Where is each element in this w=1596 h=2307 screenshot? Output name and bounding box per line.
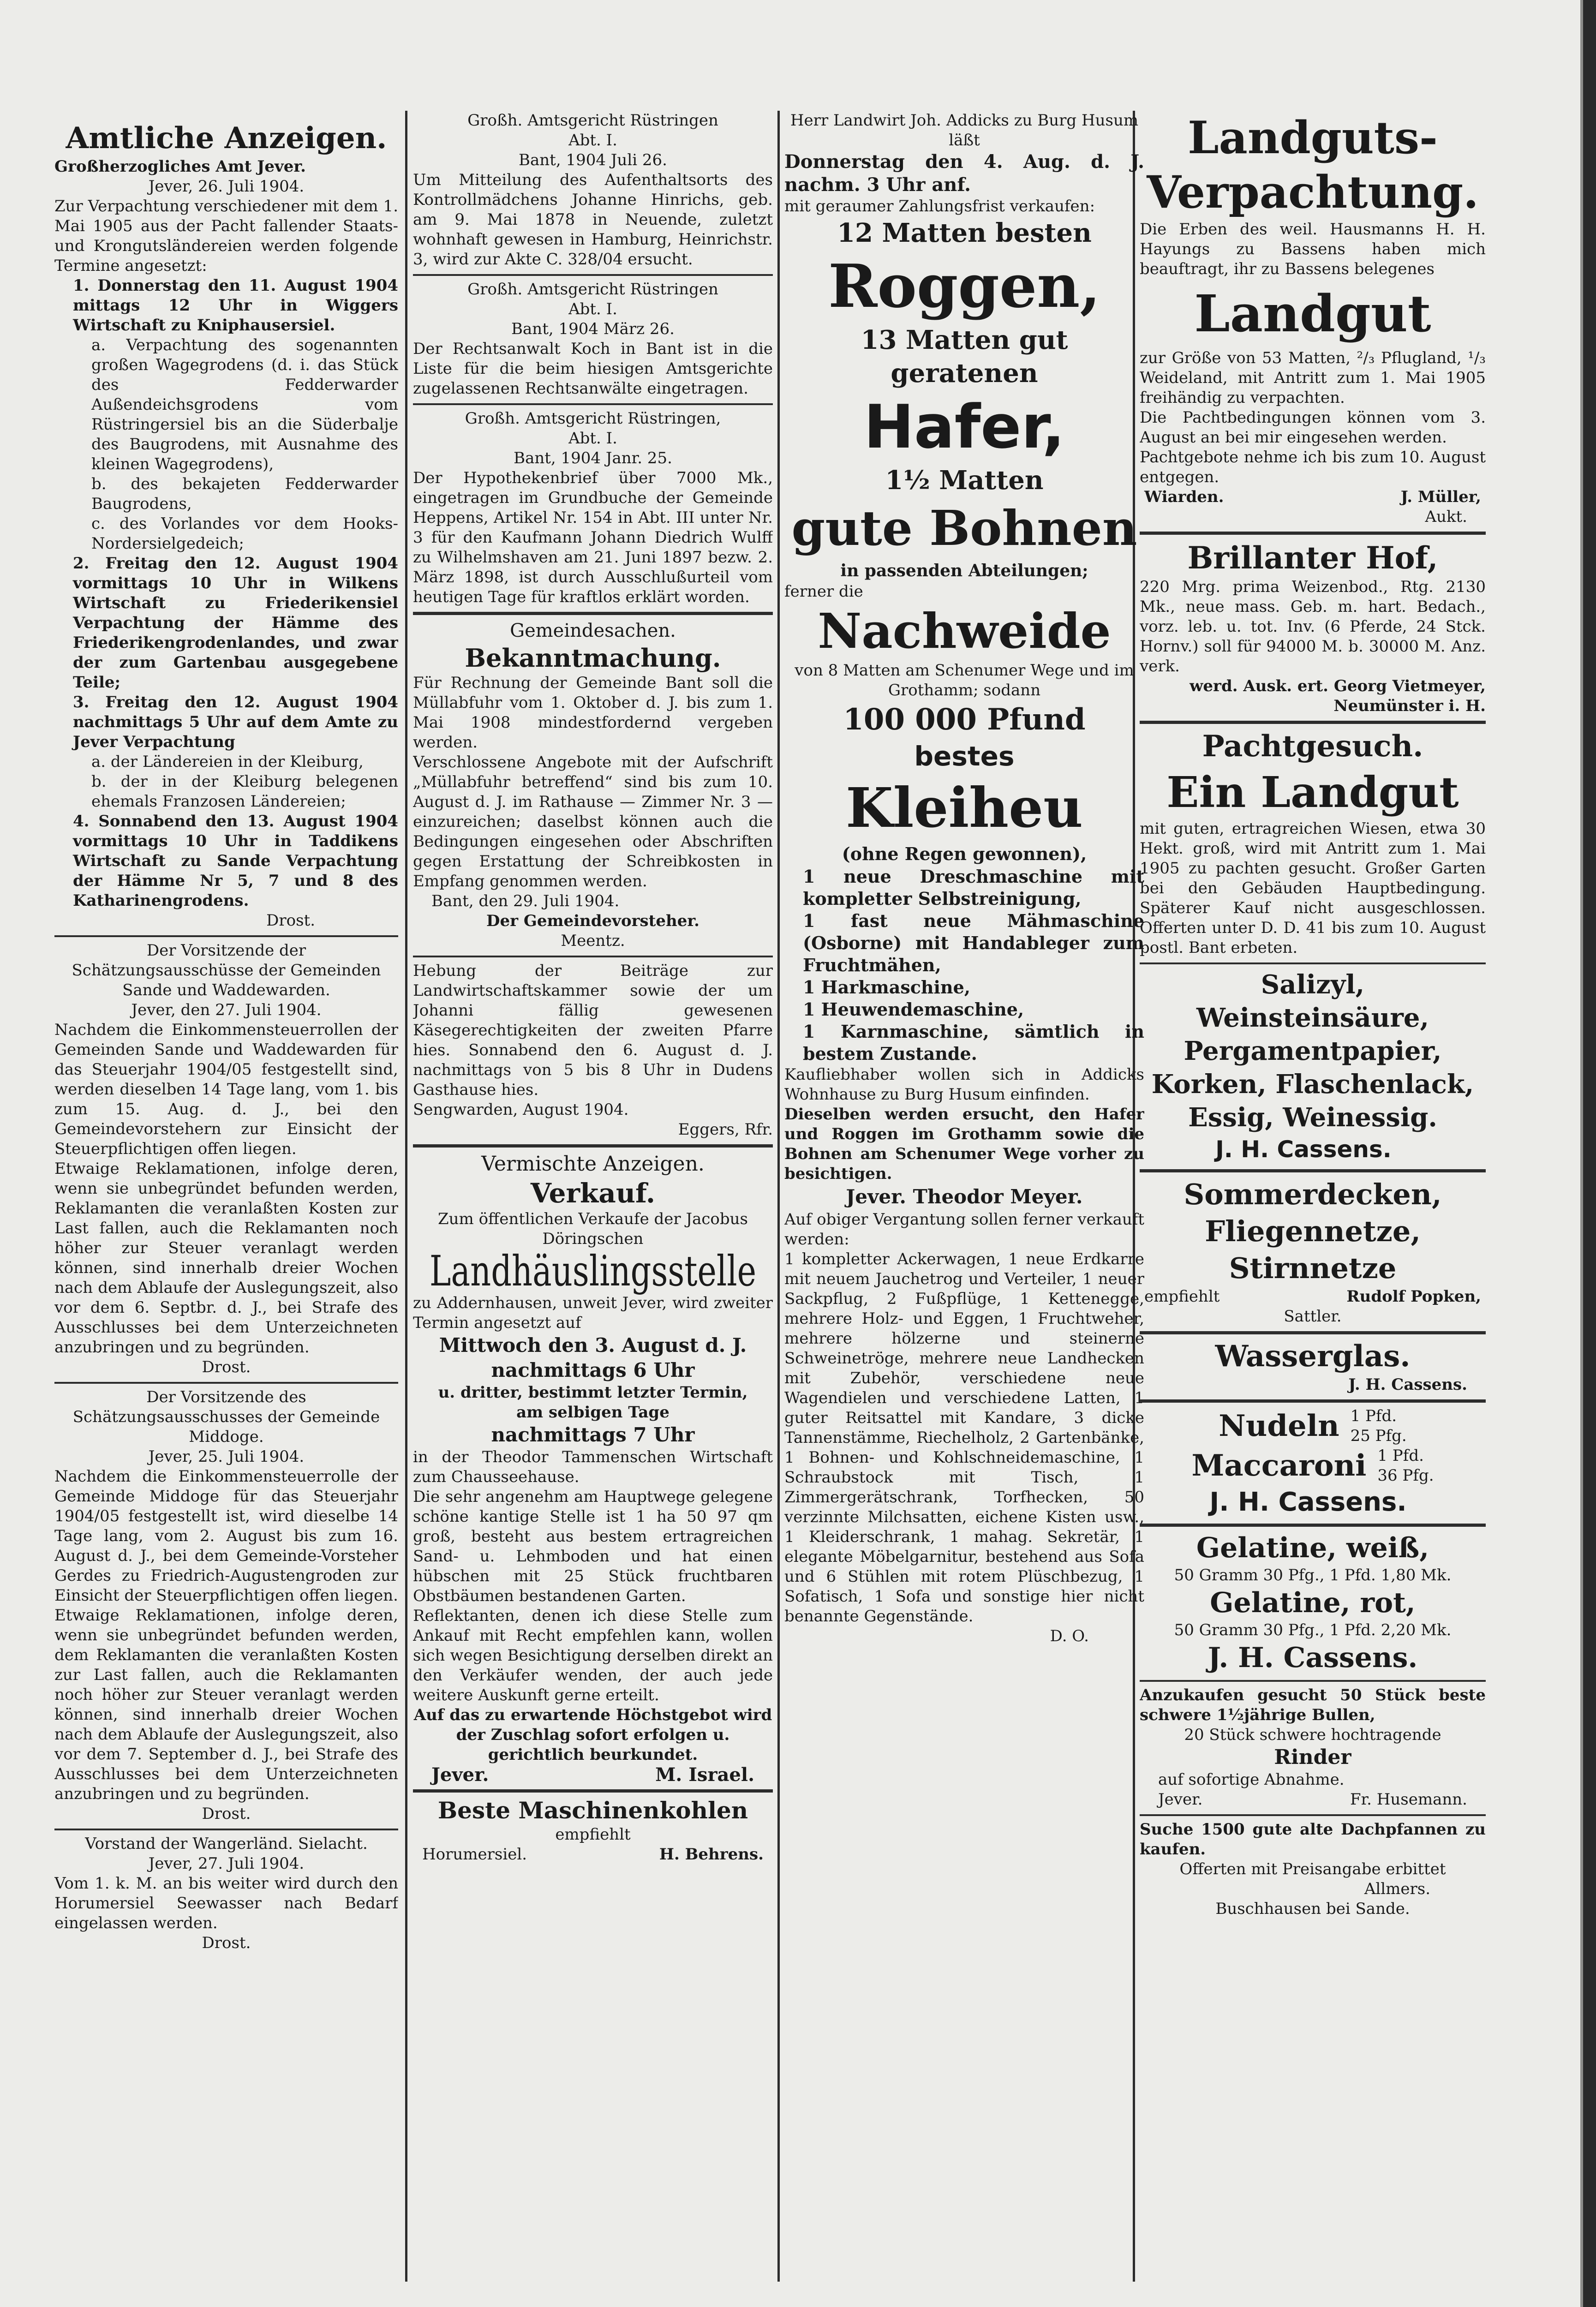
ad-text: zur Größe von 53 Matten, ²/₃ Pflugland, ¹/₃ Weideland, mit Antritt zum 1. Mai 1905 freihändig zu verpachten.: [1140, 349, 1486, 407]
notice-text: Der Hypothekenbrief über 7000 Mk., eingetragen im Grundbuche der Gemeinde Heppens, Artikel Nr. 154 in Abt. III unter Nr. 3 für den Kaufmann Johann Diedrich Wulff zu Wilhelmshaven am 21. Juni 1897 bezw. 2. März 1898, ist durch Ausschlußurteil vom heutigen Tage für kraftlos erklärt worden.: [413, 469, 773, 606]
ad-text: Anzukaufen gesucht 50 Stück beste schwere 1½jährige Bullen,: [1140, 1686, 1486, 1724]
notice-signature: Drost.: [202, 1358, 251, 1376]
divider: [413, 956, 773, 957]
notice-date: Bant, 1904 Janr. 25.: [514, 449, 672, 467]
ad-product: Rinder: [1274, 1745, 1351, 1769]
notice-date: Jever, 25. Juli 1904.: [148, 1447, 305, 1466]
notice-date-highlight: nachmittags 6 Uhr: [491, 1359, 695, 1381]
ad-signature: J. H. Cassens.: [1207, 1642, 1418, 1674]
notice-signature: Drost.: [266, 911, 315, 930]
divider: [54, 935, 398, 937]
ad-item: 1 neue Dreschmaschine mit kompletter Selbstreinigung,: [803, 866, 1144, 909]
notice-text: Nachdem die Einkommensteuerrollen der Gemeinden Sande und Waddewarden für das Steuerjahr 1904/05 festgestellt sind, werden dieselben 14 Tage lang, vom 1. bis zum 15. Aug. d. J., bei den Gemeindevorstehern zur Einsicht der Steuerpflichtigen offen liegen.: [54, 1021, 398, 1158]
notice-date: Bant, den 29. Juli 1904.: [431, 892, 620, 910]
notice-date-highlight: nachmittags 7 Uhr: [491, 1423, 695, 1446]
notice-text: in der Theodor Tammenschen Wirtschaft zum Chausseehause.: [413, 1448, 773, 1486]
ad-price: 1 Pfd.: [1350, 1407, 1397, 1425]
notice-signature: Meentz.: [561, 932, 625, 950]
divider: [1140, 721, 1486, 724]
notice-heading: Der Vorsitzende des Schätzungsausschusses der Gemeinde Middoge.: [72, 1388, 380, 1446]
column-rule: [405, 111, 407, 2282]
ad-product: Sommerdecken,: [1184, 1177, 1442, 1211]
divider: [54, 1382, 398, 1384]
ad-place: Buschhausen bei Sande.: [1215, 1900, 1410, 1918]
section-title: Amtliche Anzeigen.: [66, 121, 387, 155]
notice-title: Verkauf.: [530, 1177, 656, 1209]
notice-item: b. des bekajeten Fedderwarder Baugrodens,: [91, 475, 398, 513]
ad-signature: Allmers.: [1364, 1880, 1430, 1898]
ad-text: Dieselben werden ersucht, den Hafer und Roggen im Grothamm sowie die Bohnen am Schenumer Wege vorher zu besichtigen.: [784, 1105, 1144, 1183]
ad-headline: Ein Landgut: [1166, 767, 1459, 817]
ad-text: Offerten mit Preisangabe erbittet: [1179, 1860, 1446, 1878]
ad-item: 1 fast neue Mähmaschine (Osborne) mit Handableger zum Fruchtmähen,: [803, 910, 1144, 975]
ad-item: 1 Harkmaschine,: [803, 977, 971, 998]
ad-text: von 8 Matten am Schenumer Wege und im Grothamm; sodann: [795, 661, 1134, 699]
ad-headline: 13 Matten gut geratenen: [861, 325, 1068, 388]
ad-text: in passenden Abteilungen;: [840, 561, 1088, 580]
ad-headline: Landguts-: [1188, 112, 1438, 164]
ad-price: 25 Pfg.: [1350, 1427, 1407, 1445]
ad-date-highlight: Donnerstag den 4. Aug. d. J. nachm. 3 Uhr anf.: [784, 151, 1144, 196]
notice-title: Bekanntmachung.: [465, 643, 721, 673]
ad-place: Jever.: [1158, 1790, 1203, 1809]
ad-signature: J. Müller,: [1400, 488, 1481, 506]
column-1: [54, 111, 398, 2282]
notice-date: Bant, 1904 März 26.: [511, 320, 675, 338]
ad-signature: H. Behrens.: [659, 1845, 764, 1864]
ad-place: Wiarden.: [1144, 488, 1224, 506]
notice-signature: Eggers, Rfr.: [678, 1120, 773, 1139]
ad-product: Gelatine, weiß,: [1196, 1532, 1429, 1564]
ad-text: Die Erben des weil. Hausmanns H. H. Hayungs zu Bassens haben mich beauftragt, ihr zu Bassens belegenes: [1140, 220, 1486, 278]
ad-signature: Fr. Husemann.: [1350, 1790, 1467, 1809]
column-3: [784, 111, 1144, 2282]
notice-item: a. Verpachtung des sogenannten großen Wagegrodens (d. i. das Stück des Fedderwarder Außendeichsgrodens vom Rüstringersiel bis an die Süderbalje des Baugrodens, mit Ausnahme des kleinen Wagegrodens),: [91, 336, 398, 473]
divider: [1140, 962, 1486, 964]
section-title: Gemeindesachen.: [510, 620, 676, 641]
notice-heading: Vorstand der Wangerländ. Sielacht.: [85, 1835, 368, 1853]
ad-product: Fliegennetze,: [1205, 1214, 1421, 1248]
notice-text: am selbigen Tage: [516, 1403, 669, 1422]
notice-text: Vom 1. k. M. an bis weiter wird durch den Horumersiel Seewasser nach Bedarf eingelassen werden.: [54, 1874, 398, 1932]
ad-signature: Sattler.: [1284, 1307, 1342, 1326]
ad-item: 1 Karnmaschine, sämtlich in bestem Zustande.: [803, 1021, 1144, 1064]
divider: [1140, 532, 1486, 535]
notice-date: Sengwarden, August 1904.: [413, 1100, 629, 1119]
notice-item: 3. Freitag den 12. August 1904 nachmittags 5 Uhr auf dem Amte zu Jever Verpachtung: [73, 693, 398, 751]
ad-product: Weinsteinsäure,: [1196, 1003, 1429, 1033]
divider: [1140, 1331, 1486, 1334]
ad-text: empfiehlt: [555, 1825, 631, 1844]
ad-product: Pergamentpapier,: [1184, 1036, 1442, 1066]
ad-text: mit guten, ertragreichen Wiesen, etwa 30 Hekt. groß, wird mit Antritt zum 1. Mai 1905 zu pachten gesucht. Großer Garten bei den Gebäuden Hauptbedingung. Späterer Kauf nicht ausgeschlossen. Offerten unter D. D. 41 bis zum 10. August postl. Bant erbeten.: [1140, 819, 1486, 957]
notice-text: Hebung der Beiträge zur Landwirtschaftskammer sowie der um Johanni fällig gewesenen Käsegerechtigkeiten der zweiten Pfarre hies. Sonnabend den 6. August d. J. nachmittags von 5 bis 8 Uhr in Dudens Gasthause hies.: [413, 962, 773, 1099]
ad-text: 1 kompletter Ackerwagen, 1 neue Erdkarre mit neuem Jauchetrog und Verteiler, 1 neuer Sackpflug, 2 Fußpflüge, 1 Kettenegge, mehrere Holz- und Eggen, 1 Fruchtweher, mehrere hölzerne und steinerne Schweinetröge, mehrere neue Landhecken mit Zubehör, verschiedene neue Wagendielen und verschiedene Latten, 1 guter Reitsattel mit Kandare, 3 dicke Tannenstämme, Riechelholz, 2 Gartenbänke, 1 Bohnen- und Kohlschneidemaschine, 1 Schraubstock mit Tisch, 1 Zimmergerätschrank, Torfhecken, 50 verzinnte Milchsatten, eichene Kisten usw., 1 Kleiderschrank, 1 mahag. Sekretär, 1 elegante Möbelgarnitur, bestehend aus Sofa und 6 Stühlen mit rotem Plüschbezug, 1 Sofatisch, 1 Sofa und sonstige hier nicht benannte Gegenstände.: [784, 1250, 1144, 1626]
ad-text: 20 Stück schwere hochtragende: [1184, 1726, 1441, 1744]
ad-price: 36 Pfg.: [1377, 1466, 1434, 1485]
ad-title: Beste Maschinenkohlen: [437, 1797, 748, 1824]
page-edge: [1583, 0, 1596, 2307]
ad-price: 1 Pfd.: [1377, 1446, 1424, 1465]
ad-signature: Aukt.: [1425, 508, 1467, 526]
ad-product: Korken, Flaschenlack,: [1151, 1069, 1474, 1100]
ad-text: ferner die: [784, 582, 863, 601]
ad-signature: Rudolf Popken,: [1346, 1287, 1481, 1306]
notice-text: Der Rechtsanwalt Koch in Bant ist in die Liste für die beim hiesigen Amtsgerichte zugelassenen Rechtsanwälte eingetragen.: [413, 340, 773, 398]
ad-headline: Roggen,: [828, 252, 1100, 321]
ad-headline: Verpachtung.: [1147, 166, 1479, 218]
ad-headline: Brillanter Hof,: [1187, 540, 1438, 576]
ad-signature: Jever. Theodor Meyer.: [846, 1185, 1083, 1208]
column-4: [1140, 111, 1486, 2282]
ad-headline: Hafer,: [864, 392, 1065, 462]
notice-item: 1. Donnerstag den 11. August 1904 mittags 12 Uhr in Wiggers Wirtschaft zu Kniphausersiel.: [73, 276, 398, 335]
notice-date: Jever, den 27. Juli 1904.: [131, 1001, 322, 1019]
ad-text: auf sofortige Abnahme.: [1158, 1770, 1345, 1789]
ad-text: Kaufliebhaber wollen sich in Addicks Wohnhause zu Burg Husum einfinden.: [784, 1065, 1144, 1104]
ad-product: Wasserglas.: [1215, 1339, 1411, 1374]
divider: [1140, 1814, 1486, 1816]
notice-heading: Abt. I.: [568, 300, 617, 318]
notice-place: Jever.: [431, 1764, 489, 1786]
notice-heading: Großh. Amtsgericht Rüstringen: [467, 280, 718, 299]
ad-headline: 1½ Matten: [885, 465, 1044, 496]
ad-item: 1 Heuwendemaschine,: [803, 999, 1024, 1020]
ad-product: Essig, Weinessig.: [1188, 1102, 1437, 1133]
ad-product: Nudeln: [1219, 1409, 1339, 1443]
notice-text: Verschlossene Angebote mit der Aufschrift „Müllabfuhr betreffend“ sind bis zum 10. August d. J. im Rathause — Zimmer Nr. 3 — einzureichen; daselbst können auch die Bedingungen eingesehen oder Abschriften gegen Erstattung der Schreibkosten in Empfang genommen werden.: [413, 753, 773, 891]
ad-price: 50 Gramm 30 Pfg., 1 Pfd. 2,20 Mk.: [1174, 1621, 1452, 1639]
notice-heading: Abt. I.: [568, 131, 617, 149]
notice-signature: Drost.: [202, 1805, 251, 1823]
notice-signature: M. Israel.: [655, 1764, 754, 1786]
ad-product: Maccaroni: [1191, 1448, 1367, 1483]
notice-text: Etwaige Reklamationen, infolge deren, wenn sie unbegründet befunden werden, Reklamanten die veranlaßten Kosten zur Last fallen, auch die Reklamanten noch höher zur Steuer veranlagt werden können, sind innerhalb dreier Wochen nach dem Ablaufe der Auslegungszeit, also vor dem 6. Septbr. d. J., bei Strafe des Ausschlusses bei dem Unterzeichneten anzubringen und zu begründen.: [54, 1159, 398, 1357]
ad-signature: J. H. Cassens.: [1215, 1136, 1392, 1163]
divider: [413, 1144, 773, 1148]
ad-product: Gelatine, rot,: [1210, 1587, 1416, 1619]
ad-headline: gute Bohnen: [791, 500, 1137, 556]
notice-text: Reflektanten, denen ich diese Stelle zum Ankauf mit Recht empfehlen kann, wollen sich wegen Besichtigung derselben direkt an den Verkäufer wenden, der auch jede weitere Auskunft gerne erteilt.: [413, 1607, 773, 1704]
column-rule: [777, 111, 780, 2282]
ad-text: Die Pachtbedingungen können vom 3. August an bei mir eingesehen werden.: [1140, 408, 1486, 447]
divider: [1140, 1524, 1486, 1527]
ad-text: Auf obiger Vergantung sollen ferner verkauft werden:: [784, 1210, 1144, 1249]
notice-text: Nachdem die Einkommensteuerrolle der Gemeinde Middoge für das Steuerjahr 1904/05 festgestellt ist, wird dieselbe 14 Tage lang, vom 2. August bis zum 16. August d. J., bei dem Gemeinde-Vorsteher Gerdes zu Friedrich-Augustengroden zur Einsicht der Steuerpflichtigen offen liegen.: [54, 1467, 398, 1605]
notice-text: Zum öffentlichen Verkaufe der Jacobus Döringschen: [438, 1210, 748, 1248]
ad-signature: werd. Ausk. ert. Georg Vietmeyer, Neumünster i. H.: [1190, 677, 1486, 715]
ad-headline: Kleiheu: [846, 776, 1083, 840]
notice-item: b. der in der Kleiburg belegenen ehemals Franzosen Ländereien;: [91, 772, 398, 811]
notice-heading: Abt. I.: [568, 429, 617, 448]
notice-text: zu Addernhausen, unweit Jever, wird zweiter Termin angesetzt auf: [413, 1294, 773, 1332]
notice-item: a. der Ländereien in der Kleiburg,: [91, 753, 364, 771]
ad-product: Salizyl,: [1261, 969, 1365, 1000]
ad-headline: 12 Matten besten: [837, 218, 1092, 248]
ad-text: mit geraumer Zahlungsfrist verkaufen:: [784, 197, 1095, 215]
divider: [413, 403, 773, 405]
ad-text: empfiehlt: [1144, 1287, 1220, 1306]
divider: [1140, 1399, 1486, 1403]
divider: [54, 1829, 398, 1830]
notice-date-highlight: Mittwoch den 3. August d. J.: [439, 1334, 747, 1357]
notice-signature: Der Gemeindevorsteher.: [486, 912, 699, 930]
notice-date: Jever, 26. Juli 1904.: [148, 177, 305, 196]
ad-signature: J. H. Cassens.: [1348, 1375, 1467, 1394]
ad-place: Horumersiel.: [422, 1845, 527, 1864]
notice-text: Auf das zu erwartende Höchstgebot wird der Zuschlag sofort erfolgen u. gerichtlich beurkundet.: [413, 1706, 772, 1764]
notice-text: Etwaige Reklamationen, infolge deren, wenn sie unbegründet befunden werden, dem Reklamanten die veranlaßten Kosten zur Last fallen, auch die Reklamanten noch höher zur Steuer veranlagt werden können, sind innerhalb dreier Wochen nach dem Ablaufe der Auslegungszeit, also vor dem 7. September d. J., bei Strafe des Ausschlusses bei dem Unterzeichneten anzubringen und zu begründen.: [54, 1606, 398, 1803]
notice-heading: Großh. Amtsgericht Rüstringen: [467, 111, 718, 130]
notice-heading: Der Vorsitzende der Schätzungsausschüsse der Gemeinden Sande und Waddewarden.: [72, 941, 381, 999]
ad-headline: Landgut: [1194, 284, 1431, 343]
divider: [413, 612, 773, 615]
notice-heading: Großherzogliches Amt Jever.: [54, 157, 306, 176]
notice-text: Für Rechnung der Gemeinde Bant soll die Müllabfuhr vom 1. Oktober d. J. bis zum 1. Mai 1908 mindestfordernd vergeben werden.: [413, 674, 773, 752]
ad-signature: D. O.: [1050, 1627, 1089, 1645]
ad-text: Herr Landwirt Joh. Addicks zu Burg Husum läßt: [790, 111, 1139, 149]
divider: [413, 274, 773, 276]
ad-price: 50 Gramm 30 Pfg., 1 Pfd. 1,80 Mk.: [1174, 1566, 1452, 1584]
ad-text: Pachtgebote nehme ich bis zum 10. August entgegen.: [1140, 448, 1486, 486]
divider: [1140, 1680, 1486, 1682]
notice-heading: Großh. Amtsgericht Rüstringen,: [465, 409, 721, 428]
ad-text: Suche 1500 gute alte Dachpfannen zu kaufen.: [1140, 1820, 1486, 1859]
notice-text: u. dritter, bestimmt letzter Termin,: [438, 1383, 748, 1402]
notice-text: Zur Verpachtung verschiedener mit dem 1. Mai 1905 aus der Pacht fallender Staats- und Krongutsländereien werden folgende Termine angesetzt:: [54, 197, 398, 275]
notice-headline: Landhäuslingsstelle: [429, 1246, 757, 1296]
notice-item: c. des Vorlandes vor dem Hooks-Nordersielgedeich;: [91, 514, 398, 553]
ad-text: (ohne Regen gewonnen),: [842, 843, 1087, 864]
notice-text: Die sehr angenehm am Hauptwege gelegene schöne kantige Stelle ist 1 ha 50 97 qm groß, besteht aus bestem ertragreichen Sand- u. Lehmboden und hat einen hübschen mit 25 Stück fruchtbaren Obstbäumen bestandenen Garten.: [413, 1488, 773, 1605]
notice-item: 2. Freitag den 12. August 1904 vormittags 10 Uhr in Wilkens Wirtschaft zu Friederikensiel Verpachtung der Hämme des Friederikengrodenlandes, und zwar der zum Gartenbau ausgegebene Teile;: [73, 554, 398, 692]
ad-headline: Nachweide: [818, 603, 1111, 659]
notice-date: Jever, 27. Juli 1904.: [148, 1854, 305, 1873]
section-title: Vermischte Anzeigen.: [481, 1152, 705, 1176]
notice-signature: Drost.: [202, 1934, 251, 1952]
ad-headline: bestes: [914, 741, 1015, 772]
notice-date: Bant, 1904 Juli 26.: [519, 151, 667, 169]
divider: [1140, 1169, 1486, 1172]
ad-text: 220 Mrg. prima Weizenbod., Rtg. 2130 Mk., neue mass. Geb. m. hart. Bedach., vorz. leb. u. tot. Inv. (6 Pferde, 24 Stck. Hornv.) soll für 94000 M. b. 30000 M. Anz. verk.: [1140, 578, 1486, 675]
notice-text: Um Mitteilung des Aufenthaltsorts des Kontrollmädchens Johanne Hinrichs, geb. am 9. Mai 1878 in Neuende, zuletzt wohnhaft gewesen in Hamburg, Heinrichstr. 3, wird zur Akte C. 328/04 ersucht.: [413, 171, 773, 269]
ad-signature: J. H. Cassens.: [1209, 1487, 1407, 1517]
column-2: [413, 111, 773, 2282]
ad-headline: 100 000 Pfund: [843, 702, 1086, 737]
divider: [413, 1789, 773, 1793]
ad-headline: Pachtgesuch.: [1202, 729, 1423, 764]
notice-item: 4. Sonnabend den 13. August 1904 vormittags 10 Uhr in Taddikens Wirtschaft zu Sande Verpachtung der Hämme Nr 5, 7 und 8 des Katharinengrodens.: [73, 812, 398, 910]
ad-product: Stirnnetze: [1229, 1251, 1397, 1285]
